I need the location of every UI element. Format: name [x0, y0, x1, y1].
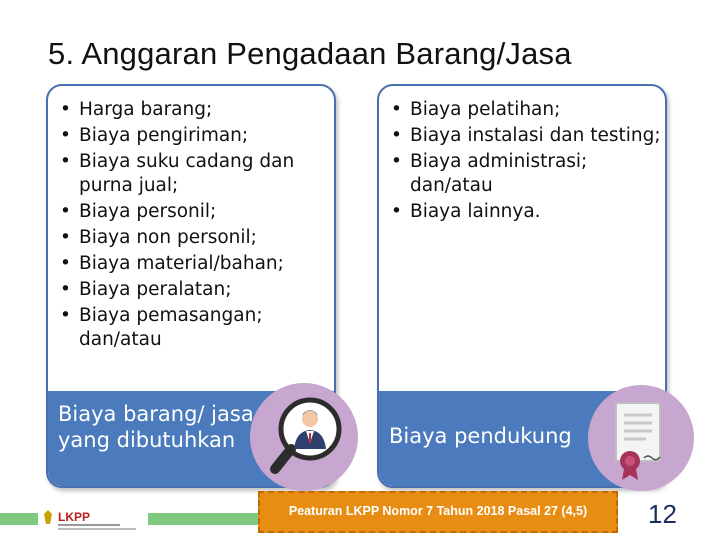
lkpp-logo [38, 500, 148, 534]
left-cost-list [48, 86, 334, 352]
person-magnifier-icon [250, 383, 358, 491]
list-item: • Biaya administrasi; dan/atau [391, 150, 665, 198]
list-item: • Biaya peralatan; [60, 278, 334, 302]
right-cost-list [379, 86, 665, 224]
list-item: • Biaya pemasangan; dan/atau [60, 304, 334, 352]
slide-title: 5. Anggaran Pengadaan Barang/Jasa [48, 36, 572, 71]
regulation-reference-box [258, 491, 618, 533]
certificate-document-icon [588, 385, 694, 491]
right-card-label: Biaya pendukung [389, 424, 572, 448]
list-item: • Biaya pelatihan; [391, 98, 665, 122]
person-magnifier-graphic [250, 383, 358, 491]
list-item: • Biaya lainnya. [391, 200, 665, 224]
list-item: • Biaya material/bahan; [60, 252, 334, 276]
list-item: • Biaya personil; [60, 200, 334, 224]
list-item: • Biaya pengiriman; [60, 124, 334, 148]
regulation-text: Peaturan LKPP Nomor 7 Tahun 2018 Pasal 27 (4,5) [288, 504, 588, 518]
list-item: • Biaya non personil; [60, 226, 334, 250]
left-card-label: Biaya barang/ jasa yang dibutuhkan [58, 402, 254, 452]
logo-text: LKPP [58, 510, 91, 524]
certificate-graphic [588, 385, 694, 491]
list-item: • Harga barang; [60, 98, 334, 122]
page-number: 12 [648, 499, 677, 529]
list-item: • Biaya suku cadang dan purna jual; [60, 150, 334, 198]
list-item: • Biaya instalasi dan testing; [391, 124, 665, 148]
